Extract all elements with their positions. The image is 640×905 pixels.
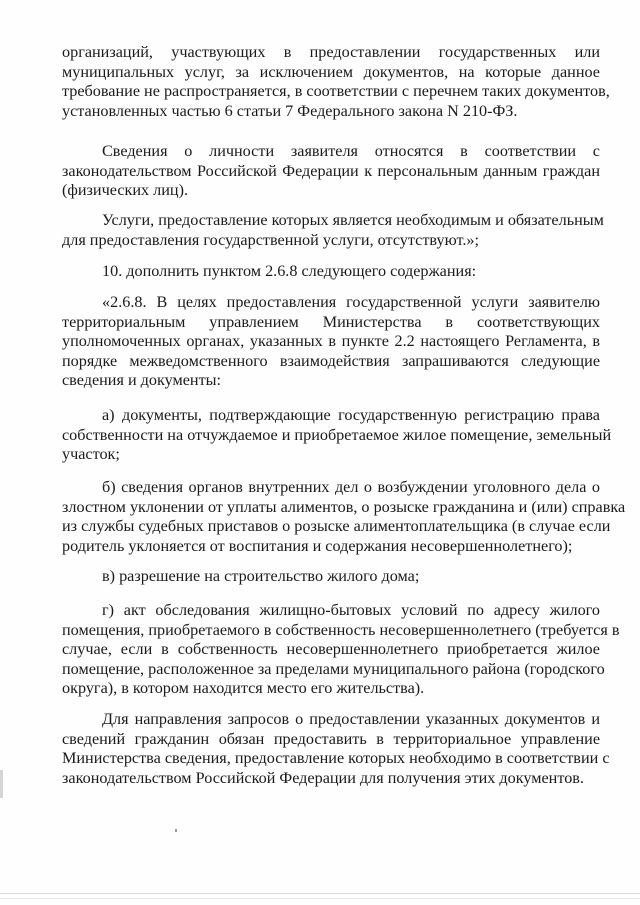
paragraph-clause-2-6-8 <box>62 293 600 391</box>
text-line: уполномоченных органах, указанных в пункте 2.2 настоящего Регламента, в <box>62 332 600 351</box>
text-line: помещение, расположенное за пределами муниципального района (городского <box>62 659 605 678</box>
text-line: для предоставления государственной услуги, отсутствуют.»; <box>62 230 479 249</box>
text-line: установленных частью 6 статьи 7 Федерального закона N 210-ФЗ. <box>62 101 518 120</box>
text-line: законодательством Российской Федерации к персональным данным граждан <box>62 161 600 180</box>
text-line: «2.6.8. В целях предоставления государственной услуги заявителю <box>102 293 600 311</box>
paragraph-amendment-10 <box>62 262 600 282</box>
text-line: Для направления запросов о предоставлении указанных документов и <box>102 710 600 728</box>
scan-margin-mark <box>0 770 3 798</box>
text-line: порядке межведомственного взаимодействия запрашиваются следующие <box>62 351 600 370</box>
text-line: муниципальных услуг, за исключением документов, на которые данное <box>62 62 600 81</box>
text-line: 10. дополнить пунктом 2.6.8 следующего содержания: <box>102 262 477 280</box>
scan-speck <box>175 829 177 832</box>
page-bottom-edge-shadow <box>0 898 640 899</box>
text-line: (физических лиц). <box>62 181 189 200</box>
text-line: г) акт обследования жилищно-бытовых условий по адресу жилого <box>102 601 600 619</box>
paragraph-organizations-continuation <box>62 43 610 121</box>
text-line: Сведения о личности заявителя относятся в соответствии с <box>102 142 600 160</box>
paragraph-necessary-services <box>62 211 604 250</box>
text-line: Услуги, предоставление которых является необходимым и обязательным <box>102 211 604 229</box>
text-line: сведения и документы: <box>62 371 222 390</box>
text-line: сведений гражданин обязан предоставить в территориальное управление <box>62 729 600 748</box>
text-line: собственности на отчуждаемое и приобретаемое жилое помещение, земельный <box>62 425 612 444</box>
text-line: территориальным управлением Министерства в соответствующих <box>62 312 600 331</box>
text-line: случае, если в собственность несовершеннолетнего приобретается жилое <box>62 640 600 659</box>
text-line: законодательством Российской Федерации для получения этих документов. <box>62 768 584 787</box>
text-line: помещения, приобретаемого в собственность несовершеннолетнего (требуется в <box>62 620 620 639</box>
list-item-v <box>62 567 600 587</box>
list-item-g <box>62 601 620 699</box>
list-item-a <box>62 406 612 465</box>
paragraph-personal-data <box>62 142 600 201</box>
text-line: из службы судебных приставов о розыске алиментоплательщика (в случае если <box>62 517 611 536</box>
text-line: требование не распространяется, в соответствии с перечнем таких документов, <box>62 82 610 101</box>
text-line: родитель уклоняется от воспитания и содержания несовершеннолетнего); <box>62 536 573 555</box>
text-line: злостном уклонении от уплаты алиментов, о розыске гражданина и (или) справка <box>62 497 626 516</box>
list-item-b <box>62 478 626 556</box>
text-line: Министерства сведения, предоставление которых необходимо в соответствии с <box>62 749 610 768</box>
text-line: в) разрешение на строительство жилого дома; <box>102 567 420 585</box>
paragraph-requests <box>62 710 610 788</box>
text-line: округа), в котором находится место его жительства). <box>62 679 425 698</box>
page-bottom-edge <box>0 893 640 894</box>
text-line: участок; <box>62 445 120 464</box>
text-line: б) сведения органов внутренних дел о возбуждении уголовного дела о <box>102 478 600 496</box>
text-line: а) документы, подтверждающие государственную регистрацию права <box>102 406 600 424</box>
text-line: организаций, участвующих в предоставлении государственных или <box>62 43 600 61</box>
